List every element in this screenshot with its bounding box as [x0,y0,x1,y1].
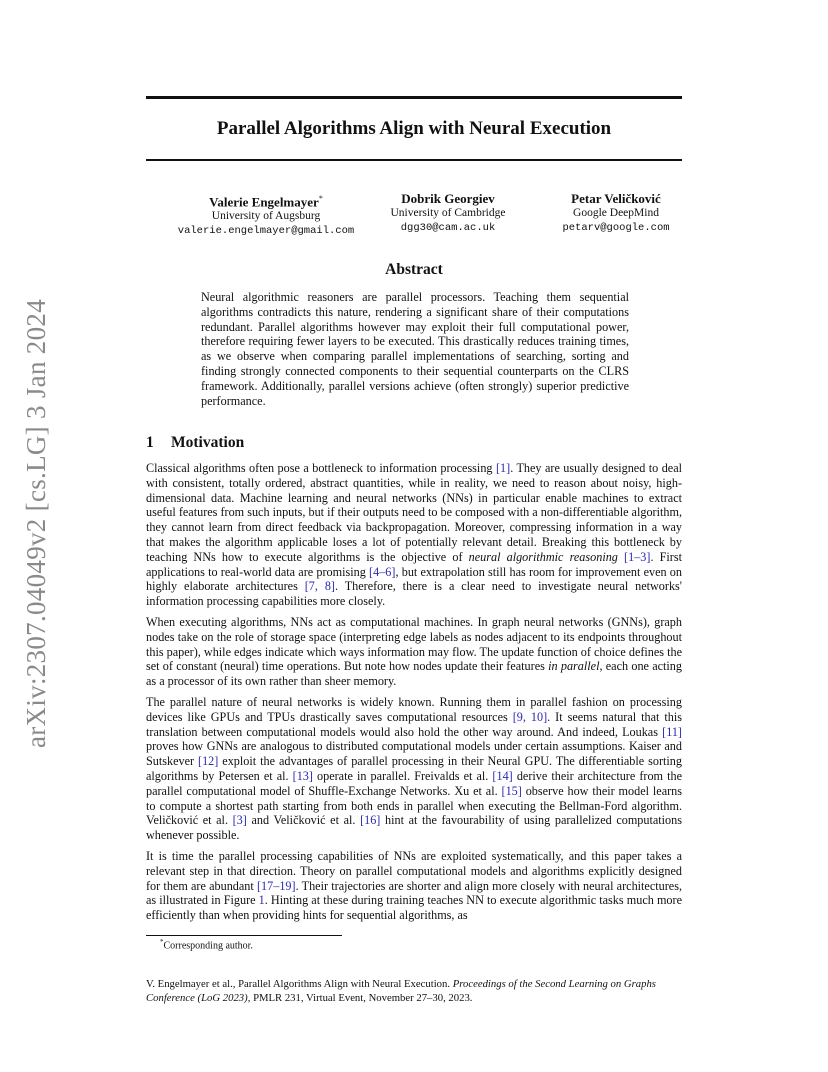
section-title: Motivation [171,434,245,451]
citation-link[interactable]: [1–3] [624,549,651,564]
title-rule-top [146,96,682,99]
paragraph-text: When executing algorithms, NNs act as computational machines. In graph neural networks (GNNs), graph nodes take on the role of storage space (interpreting edge labels as nodes adjacent to its endpoints throughout this paper), while edges indicate which ways information may flow. The update function of choice defines the set of constant (neural) time operations. But note how nodes update their features [146,614,682,674]
author-1 [156,191,376,239]
paragraph-text: , each one acting as a processor of its own rather than sheer memory. [146,659,682,689]
corresponding-mark: * [318,194,323,203]
author-block [146,191,682,241]
section-heading [146,434,244,452]
citation-link[interactable]: [14] [492,768,513,783]
author-affiliation: Google DeepMind [573,207,659,219]
paragraph-text: derive their architecture from the parallel computational model of Shuffle-Exchange Networks. Xu et al. [146,768,682,798]
citation-link[interactable]: [17–19] [257,878,296,893]
section-body [146,461,682,929]
citation-link[interactable]: [16] [360,813,381,828]
paragraph-text: exploit the advantages of parallel processing in their Neural GPU. The differentiable sorting algorithms by Petersen et al. [146,754,682,783]
citation-link[interactable]: [4–6] [369,564,396,579]
arxiv-identifier: arXiv:2307.04049v2 [cs.LG] 3 Jan 2024 [21,298,52,748]
paragraph-text: proves how GNNs are analogous to distributed computational models under certain assumptions. Kaiser and Sutskever [146,739,682,769]
paragraph-text: Classical algorithms often pose a bottleneck to information processing [146,461,496,475]
abstract-heading: Abstract [385,261,443,278]
paragraph-text: observe how their model learns to compute a shortest path starting from both ends in parallel when executing the Bellman-Ford algorithm. Veličković et al. [146,783,683,828]
paragraph-text: and Veličković et al. [246,813,361,828]
footnote-text: Corresponding author. [163,940,253,952]
paragraph-text: The parallel nature of neural networks is widely known. Running them in parallel fashion on processing devices like GPUs and TPUs drastically saves computational resources [146,694,682,724]
venue-citation [146,977,682,1005]
arxiv-stamp [22,298,52,748]
paragraph [146,615,682,689]
citation-link[interactable]: 1 [258,893,265,908]
emphasis-text: in parallel [548,659,600,674]
paragraph-text: . It seems natural that this translation between computational models would also hold the other way around. And indeed, Loukas [146,709,682,739]
paragraph-text: It is time the parallel processing capabilities of NNs are exploited systematically, and this paper takes a relevant step in that direction. Theory on parallel computational models and algorithms explicitly designed for them are abundant [146,848,682,893]
citation-link[interactable]: [11] [662,724,682,739]
citation-link[interactable]: [15] [501,783,522,798]
footnote-mark: * [160,938,164,946]
citation-prefix: V. Engelmayer et al., Parallel Algorithms Align with Neural Execution. [146,978,453,990]
footnote-rule [146,935,342,936]
abstract-text: Neural algorithmic reasoners are parallel processors. Teaching them sequential algorithms contradicts this nature, rendering a significant share of their computations redundant. Parallel algorithms however may exploit their full computational power, therefore requiring fewer layers to be executed. This drastically reduces training times, as we observe when comparing parallel implementations of searching, sorting and finding strongly connected components to their sequential counterparts on the CLRS framework. Additionally, parallel versions achieve (often strongly) superior predictive performance. [201,290,629,408]
paragraph-text: . Therefore, there is a clear need to investigate neural networks' information processing capabilities more closely. [146,579,682,609]
paragraph-text: . Hinting at these during training teaches NN to execute algorithmic tasks much more efficiently than when providing hints for sequential algorithms, as [146,893,682,923]
author-name: Dobrik Georgiev [401,191,495,206]
paragraph-text: , but extrapolation still has room for improvement even on highly elaborate architectures [146,564,682,594]
paper-title: Parallel Algorithms Align with Neural Execution [216,118,612,139]
paragraph-text: operate in parallel. Freivalds et al. [312,768,493,783]
citation-link[interactable]: [13] [292,768,313,783]
footnote [160,938,253,951]
citation-venue: Proceedings of the Second Learning on Graphs Conference (LoG 2023) [146,978,656,1005]
paragraph [146,695,682,843]
paragraph [146,849,682,923]
citation-link[interactable]: [1] [495,461,511,475]
author-name: Valerie Engelmayer* [209,194,323,210]
author-affiliation: University of Cambridge [390,207,506,219]
author-3 [531,191,701,236]
author-email[interactable]: valerie.engelmayer@gmail.com [177,225,355,238]
author-email[interactable]: dgg30@cam.ac.uk [400,222,496,234]
citation-link[interactable]: [3] [232,813,247,828]
citation-suffix: , PMLR 231, Virtual Event, November 27–30, 2023. [247,992,473,1005]
author-name: Petar Veličković [571,191,661,206]
section-number: 1 [146,434,154,451]
citation-link[interactable]: [7, 8] [304,579,335,594]
paragraph-text: . First applications to real-world data are promising [146,549,682,579]
citation-link[interactable]: [9, 10] [512,709,548,724]
paragraph-text: hint at the favourability of using parallelized computations whenever possible. [146,813,682,843]
paragraph-text: . Their trajectories are shorter and align more closely with neural architectures, as illustrated in Figure [146,878,682,908]
title-rule-bottom [146,159,682,161]
author-email[interactable]: petarv@google.com [562,222,670,234]
author-affiliation: University of Augsburg [211,210,321,223]
citation-link[interactable]: [12] [198,754,219,769]
paragraph [146,461,682,609]
author-2 [368,191,528,236]
emphasis-text: neural algorithmic reasoning [468,549,618,564]
paragraph-text: . They are usually designed to deal with consistent, totally ordered, abstract quantities, while in reality, we need to reason about noisy, high-dimensional data. Machine learning and neural networks (NNs) in particular enable machines to extract useful features from such inputs, but if their outputs need to be composed with a non-differentiable algorithm, they cannot learn from direct feedback via backpropagation. Moreover, compressing information in a way that makes the algorithm applicable loses a lot of potentially relevant detail. Breaking this bottleneck by teaching NNs how to execute algorithms is the objective of [146,461,682,564]
